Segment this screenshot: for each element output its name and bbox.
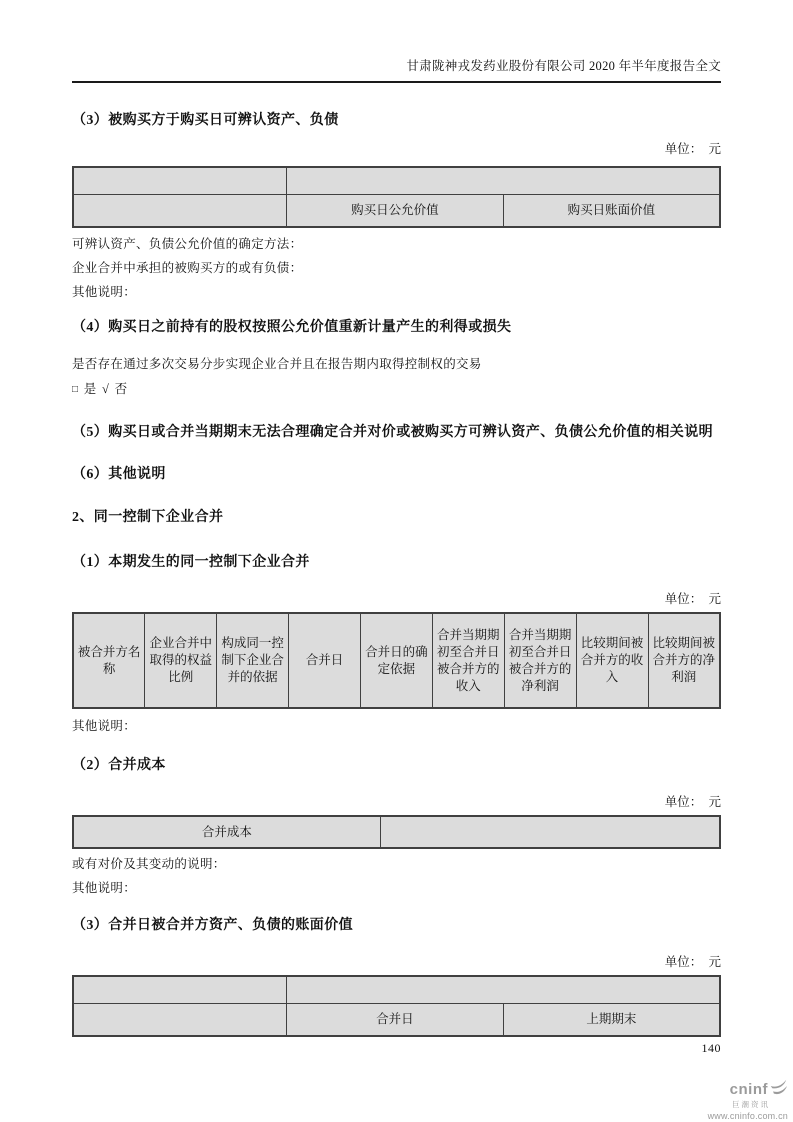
yes-label: 是 (83, 382, 97, 396)
table-row (73, 1003, 720, 1036)
table-cell-empty (287, 167, 721, 194)
column-header-merge-date: 合并日 (289, 613, 361, 708)
note-other: 其他说明： (72, 719, 137, 733)
column-header-comparative-net-profit: 比较期间被合并方的净利润 (648, 613, 720, 708)
cninfo-swirl-icon (769, 1079, 788, 1100)
note-other: 其他说明： (72, 881, 137, 895)
column-header-merger-cost: 合并成本 (73, 816, 380, 848)
table-cell-empty (73, 167, 287, 194)
section-5-unable-determine-title: （5）购买日或合并当期期末无法合理确定合并对价或被购买方可辨认资产、负债公允价值的相关说明 (72, 425, 713, 440)
table-row (73, 816, 720, 848)
page-number: 140 (701, 1041, 721, 1055)
section-2-same-control-title: 2、同一控制下企业合并 (72, 510, 224, 525)
note-other: 其他说明： (72, 285, 137, 299)
section-4-remeasurement-title: （4）购买日之前持有的股权按照公允价值重新计量产生的利得或损失 (72, 320, 512, 335)
book-value-table (72, 975, 721, 1037)
sub-3-book-value-title: （3）合并日被合并方资产、负债的账面价值 (72, 918, 353, 933)
table-cell-empty (73, 976, 287, 1003)
table-row (73, 167, 720, 194)
sub-2-merger-cost-title: （2）合并成本 (72, 758, 166, 773)
table-cell-empty (73, 1003, 287, 1036)
table-cell-empty (380, 816, 720, 848)
cninfo-website-url: www.cninfo.com.cn (707, 1110, 788, 1121)
table-cell-empty (73, 194, 287, 227)
unit-label: 单位： 元 (664, 142, 721, 156)
page-content (72, 0, 721, 1037)
table-header-row (73, 613, 720, 708)
note-fair-value-method: 可辨认资产、负债公允价值的确定方法： (72, 237, 303, 251)
notes-block (72, 852, 721, 900)
report-header-title: 甘肃陇神戎发药业股份有限公司 2020 年半年度报告全文 (72, 0, 721, 83)
yes-no-choice (72, 377, 721, 403)
merger-cost-table (72, 815, 721, 849)
notes-block (72, 232, 721, 304)
column-header-income-to-merge-date: 合并当期期初至合并日被合并方的收入 (432, 613, 504, 708)
note-contingent-consideration: 或有对价及其变动的说明： (72, 857, 226, 871)
column-header-merged-party-name: 被合并方名称 (73, 613, 145, 708)
identifiable-assets-table (72, 166, 721, 228)
column-header-net-profit-to-merge-date: 合并当期期初至合并日被合并方的净利润 (504, 613, 576, 708)
multi-step-transaction-question: 是否存在通过多次交易分步实现企业合并且在报告期内取得控制权的交易 (72, 357, 482, 371)
column-header-book-value: 购买日账面价值 (503, 194, 720, 227)
column-header-equity-ratio: 企业合并中取得的权益比例 (145, 613, 217, 708)
no-label: 否 (114, 382, 128, 396)
sub-1-current-period-merger-title: （1）本期发生的同一控制下企业合并 (72, 555, 310, 570)
column-header-merge-date: 合并日 (287, 1003, 504, 1036)
column-header-merge-date-basis: 合并日的确定依据 (361, 613, 433, 708)
checkbox-unchecked-icon: □ (72, 384, 79, 395)
table-row (73, 194, 720, 227)
cninfo-chinese-name: 巨潮资讯 (732, 1100, 770, 1109)
cninfo-logo-text: cninf (729, 1081, 768, 1098)
unit-label: 单位： 元 (664, 592, 721, 606)
column-header-prior-period-end: 上期期末 (503, 1003, 720, 1036)
column-header-fair-value: 购买日公允价值 (287, 194, 504, 227)
table-row (73, 976, 720, 1003)
section-6-other-notes-title: （6）其他说明 (72, 467, 166, 482)
unit-label: 单位： 元 (664, 795, 721, 809)
table-cell-empty (287, 976, 721, 1003)
column-header-same-control-basis: 构成同一控制下企业合并的依据 (217, 613, 289, 708)
section-3-identifiable-assets-title: （3）被购买方于购买日可辨认资产、负债 (72, 113, 339, 128)
cninfo-logo (708, 1079, 788, 1121)
checkmark-icon: √ (102, 382, 110, 396)
column-header-comparative-income: 比较期间被合并方的收入 (576, 613, 648, 708)
note-contingent-liabilities: 企业合并中承担的被购买方的或有负债： (72, 261, 303, 275)
unit-label: 单位： 元 (664, 955, 721, 969)
same-control-merger-table (72, 612, 721, 709)
